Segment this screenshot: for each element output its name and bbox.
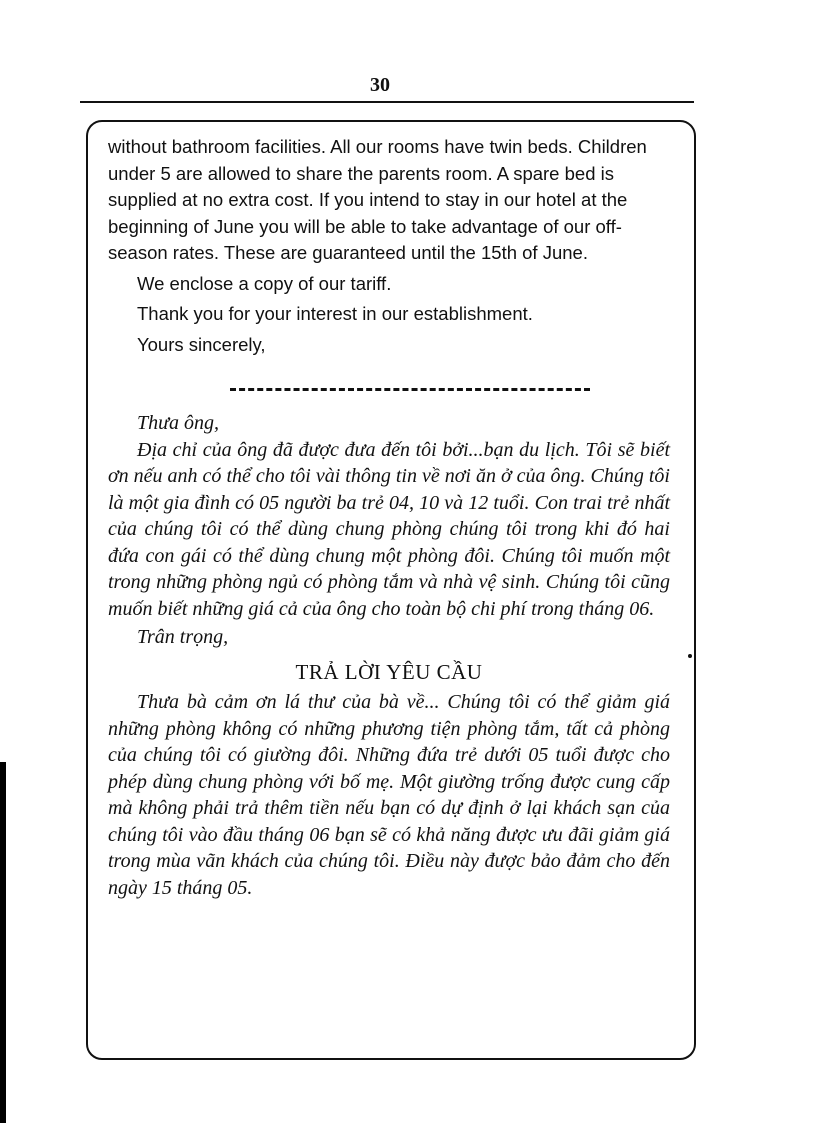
reply-heading: TRẢ LỜI YÊU CẦU [295,659,483,684]
scan-edge-bar [0,762,6,1123]
vietnamese-reply: Thưa bà cảm ơn lá thư của bà về... Chúng tôi có thể giảm giá những phòng không có những phương tiện phòng tắm, tất cả phòng của chúng tôi có giường đôi. Những đứa trẻ dưới 05 tuổi được cho phép dùng chung phòng với bố mẹ. Một giường trống được cung cấp mà không phải trả thêm tiền nếu bạn có dự định ở lại khách sạn của chúng tôi vào đầu tháng 06 bạn sẽ có khả năng được ưu đãi giảm giá trong mùa vãn khách của chúng tôi. Điều này được bảo đảm cho đến ngày 15 tháng 05. [108,691,670,899]
english-paragraph: without bathroom facilities. All our rooms have twin beds. Children under 5 are allowed to share the parents room. A spare bed is supplied at no extra cost. If you intend to stay in our hotel at the beginning of June you will be able to take advantage of our off-season rates. These are guaranteed until the 15th of June. [108,136,647,263]
section-divider [230,388,590,391]
english-letter [108,134,676,358]
vietnamese-greeting: Thưa ông, [137,412,220,434]
vietnamese-paragraph: Địa chỉ của ông đã được đưa đến tôi bởi...bạn du lịch. Tôi sẽ biết ơn nếu anh có thể cho tôi vài thông tin về nơi ăn ở của ông. Chúng tôi là một gia đình có 05 người ba trẻ 04, 10 và 12 tuổi. Con trai trẻ nhất của chúng tôi có thể dùng chung phòng chúng tôi trong khi đó hai đứa con gái có thể dùng chung một phòng đôi. Chúng tôi muốn một trong những phòng ngủ có phòng tắm và nhà vệ sinh. Chúng tôi cũng muốn biết những giá cả của ông cho toàn bộ chi phí trong tháng 06. [108,438,670,620]
english-thanks-line: Thank you for your interest in our establishment. [137,303,533,324]
vietnamese-closing: Trân trọng, [137,626,229,648]
vietnamese-letter [108,410,670,901]
english-enclose-line: We enclose a copy of our tariff. [137,272,392,294]
english-closing: Yours sincerely, [137,333,266,355]
header-rule [80,101,694,103]
page-number: 30 [370,74,390,96]
